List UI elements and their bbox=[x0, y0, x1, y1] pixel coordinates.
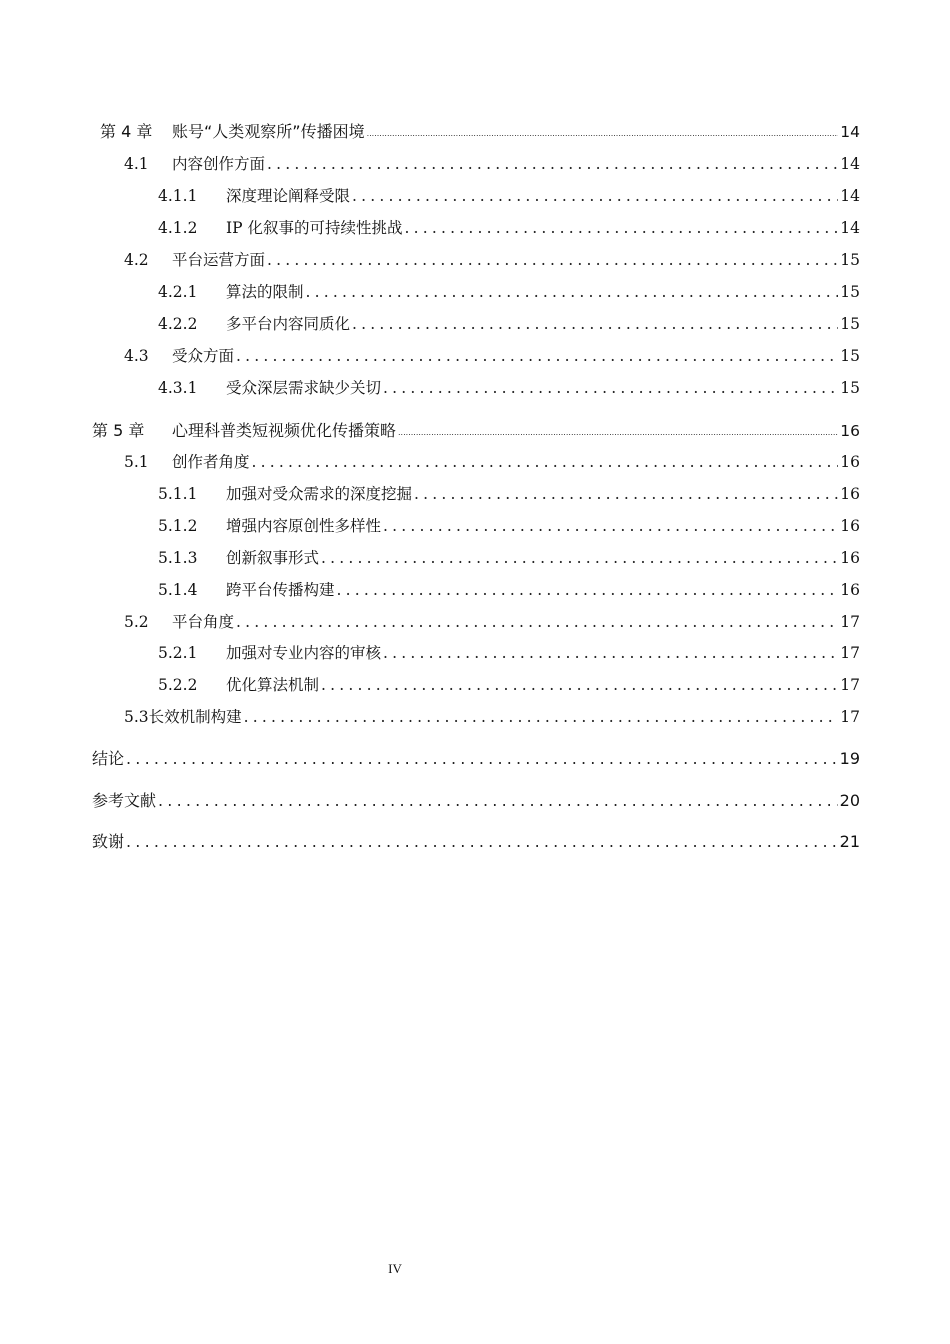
toc-entry-title: 平台角度 bbox=[172, 613, 235, 631]
toc-entry-number: 4.1.1 bbox=[158, 187, 198, 205]
toc-entry-section-5-2[interactable] bbox=[124, 610, 860, 632]
toc-entry-number: 4.3 bbox=[124, 347, 149, 365]
toc-entry-title: 创作者角度 bbox=[172, 453, 250, 471]
toc-entry-number: 4.2 bbox=[124, 251, 149, 269]
toc-entry-subsection-4-2-2[interactable] bbox=[158, 312, 860, 334]
toc-entry-section-4-2[interactable] bbox=[124, 248, 860, 270]
toc-entry-number: 5.2.1 bbox=[158, 644, 198, 662]
toc-entry-page: 16 bbox=[840, 453, 860, 471]
toc-entry-title: 增强内容原创性多样性 bbox=[226, 517, 382, 535]
toc-entry-title: 致谢 bbox=[92, 832, 125, 851]
toc-entry-number: 4.3.1 bbox=[158, 379, 198, 397]
toc-entry-page: 17 bbox=[840, 708, 860, 726]
toc-entry-page: 17 bbox=[840, 613, 860, 631]
toc-entry-page: 16 bbox=[840, 485, 860, 503]
toc-entry-subsection-4-1-1[interactable] bbox=[158, 184, 860, 206]
toc-entry-title: 平台运营方面 bbox=[172, 251, 266, 269]
toc-entry-section-4-1[interactable] bbox=[124, 152, 860, 174]
toc-entry-acknowledgements[interactable] bbox=[92, 829, 860, 852]
toc-entry-page: 17 bbox=[840, 676, 860, 694]
toc-entry-number: 5.1.3 bbox=[158, 549, 198, 567]
dot-leader bbox=[321, 676, 838, 694]
toc-entry-chapter-4[interactable] bbox=[100, 119, 860, 142]
dot-leader bbox=[367, 129, 839, 138]
toc-entry-number: 5.1.1 bbox=[158, 485, 198, 503]
toc-entry-page: 20 bbox=[839, 791, 860, 810]
dot-leader bbox=[306, 283, 839, 301]
toc-entry-title: 创新叙事形式 bbox=[226, 549, 320, 567]
toc-entry-subsection-4-1-2[interactable] bbox=[158, 216, 860, 238]
toc-entry-title: 跨平台传播构建 bbox=[226, 581, 335, 599]
dot-leader bbox=[383, 379, 838, 397]
page-number-footer: IV bbox=[388, 1261, 402, 1276]
toc-entry-subsection-5-1-2[interactable] bbox=[158, 514, 860, 536]
toc-entry-title: 5.3长效机制构建 bbox=[124, 708, 242, 726]
toc-entry-title: 账号“人类观察所”传播困境 bbox=[172, 122, 365, 141]
dot-leader bbox=[404, 219, 838, 237]
toc-entry-title: 受众方面 bbox=[172, 347, 235, 365]
toc-entry-subsection-4-2-1[interactable] bbox=[158, 280, 860, 302]
toc-entry-page: 14 bbox=[840, 187, 860, 205]
toc-entry-page: 19 bbox=[839, 749, 860, 768]
toc-entry-number: 5.2 bbox=[124, 613, 149, 631]
toc-entry-references[interactable] bbox=[92, 788, 860, 811]
toc-entry-page: 14 bbox=[840, 155, 860, 173]
toc-entry-page: 15 bbox=[840, 347, 860, 365]
dot-leader bbox=[244, 708, 839, 726]
toc-entry-title: 受众深层需求缺少关切 bbox=[226, 379, 382, 397]
toc-entry-number: 5.2.2 bbox=[158, 676, 198, 694]
dot-leader bbox=[267, 251, 838, 269]
toc-entry-conclusion[interactable] bbox=[92, 746, 860, 769]
toc-entry-number: 4.2.2 bbox=[158, 315, 198, 333]
dot-leader bbox=[352, 187, 838, 205]
toc-entry-page: 15 bbox=[840, 251, 860, 269]
toc-entry-chapter-5[interactable] bbox=[92, 418, 860, 441]
toc-entry-title: 多平台内容同质化 bbox=[226, 315, 351, 333]
toc-entry-page: 16 bbox=[840, 581, 860, 599]
toc-entry-number: 第 4 章 bbox=[100, 122, 153, 141]
toc-entry-subsection-5-1-3[interactable] bbox=[158, 546, 860, 568]
dot-leader bbox=[414, 485, 838, 503]
toc-entry-section-5-1[interactable] bbox=[124, 450, 860, 472]
toc-entry-page: 14 bbox=[840, 219, 860, 237]
dot-leader bbox=[383, 644, 838, 662]
toc-entry-title: 加强对受众需求的深度挖掘 bbox=[226, 485, 413, 503]
toc-entry-title: 优化算法机制 bbox=[226, 676, 320, 694]
dot-leader bbox=[158, 791, 838, 810]
toc-entry-title: 加强对专业内容的审核 bbox=[226, 644, 382, 662]
toc-entry-title: 结论 bbox=[92, 749, 125, 768]
dot-leader bbox=[321, 549, 838, 567]
toc-entry-number: 4.2.1 bbox=[158, 283, 198, 301]
toc-entry-page: 15 bbox=[840, 283, 860, 301]
toc-entry-number: 第 5 章 bbox=[92, 421, 145, 440]
dot-leader bbox=[126, 832, 838, 851]
toc-entry-page: 15 bbox=[840, 379, 860, 397]
dot-leader bbox=[252, 453, 839, 471]
toc-entry-page: 15 bbox=[840, 315, 860, 333]
toc-entry-subsection-5-2-1[interactable] bbox=[158, 641, 860, 663]
toc-entry-section-5-3[interactable] bbox=[124, 705, 860, 727]
dot-leader bbox=[352, 315, 838, 333]
dot-leader bbox=[267, 155, 838, 173]
dot-leader bbox=[383, 517, 838, 535]
toc-entry-subsection-5-2-2[interactable] bbox=[158, 673, 860, 695]
toc-entry-title: 参考文献 bbox=[92, 791, 157, 810]
toc-entry-page: 21 bbox=[839, 832, 860, 851]
dot-leader bbox=[236, 347, 838, 365]
toc-entry-title: 内容创作方面 bbox=[172, 155, 266, 173]
toc-entry-number: 4.1 bbox=[124, 155, 149, 173]
toc-entry-subsection-5-1-1[interactable] bbox=[158, 482, 860, 504]
toc-entry-number: 5.1.4 bbox=[158, 581, 198, 599]
dot-leader bbox=[126, 749, 838, 768]
toc-entry-number: 5.1.2 bbox=[158, 517, 198, 535]
dot-leader bbox=[398, 428, 838, 437]
toc-entry-title: 深度理论阐释受限 bbox=[226, 187, 351, 205]
toc-entry-title: 心理科普类短视频优化传播策略 bbox=[172, 421, 397, 440]
toc-entry-page: 16 bbox=[840, 517, 860, 535]
toc-entry-subsection-4-3-1[interactable] bbox=[158, 376, 860, 398]
toc-entry-page: 16 bbox=[840, 422, 860, 440]
toc-entry-number: 5.1 bbox=[124, 453, 149, 471]
dot-leader bbox=[337, 581, 839, 599]
toc-entry-page: 14 bbox=[840, 123, 860, 141]
toc-entry-page: 16 bbox=[840, 549, 860, 567]
dot-leader bbox=[236, 613, 838, 631]
toc-entry-subsection-5-1-4[interactable] bbox=[158, 578, 860, 600]
toc-entry-section-4-3[interactable] bbox=[124, 344, 860, 366]
toc-entry-page: 17 bbox=[840, 644, 860, 662]
toc-entry-title: IP 化叙事的可持续性挑战 bbox=[226, 219, 403, 237]
toc-entry-title: 算法的限制 bbox=[226, 283, 304, 301]
toc-entry-number: 4.1.2 bbox=[158, 219, 198, 237]
